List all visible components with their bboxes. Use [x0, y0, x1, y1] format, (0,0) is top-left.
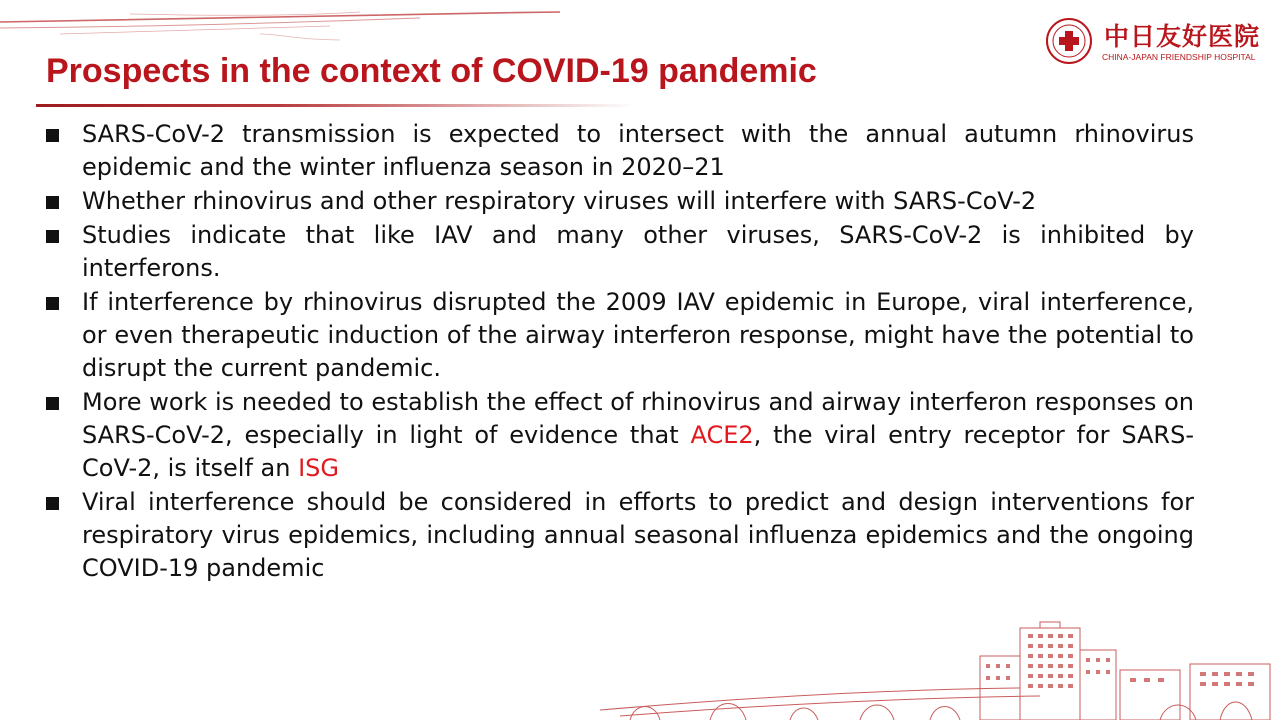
list-item: [46, 486, 1194, 585]
bullet-text: Whether rhinovirus and other respiratory viruses will interfere with SARS-CoV-2: [82, 187, 1037, 215]
hospital-logo: [1044, 16, 1261, 66]
square-bullet-icon: [46, 129, 59, 142]
square-bullet-icon: [46, 497, 59, 510]
square-bullet-icon: [46, 230, 59, 243]
bullet-text: SARS-CoV-2 transmission is expected to intersect with the annual autumn rhinovirus epidemic and the winter influenza season in 2020–21: [82, 120, 1194, 181]
list-item: [46, 185, 1194, 218]
bullet-text-segment: , the viral entry receptor for SARS-CoV-2, is itself an: [82, 421, 1194, 482]
logo-chinese-name: 中日友好医院: [1104, 22, 1261, 51]
bullet-text: Viral interference should be considered in efforts to predict and design interventions for respiratory virus epidemics, including annual seasonal influenza epidemics and the ongoing COVID-19 pandemic: [82, 488, 1194, 582]
square-bullet-icon: [46, 196, 59, 209]
bullet-text: [82, 386, 1194, 485]
square-bullet-icon: [46, 397, 59, 410]
hospital-skyline-illustration: [600, 620, 1280, 720]
hospital-seal-icon: [1044, 16, 1094, 66]
bullet-list: [46, 118, 1194, 586]
page-title: Prospects in the context of COVID-19 pandemic: [46, 52, 817, 90]
list-item: [46, 118, 1194, 184]
logo-english-name: CHINA-JAPAN FRIENDSHIP HOSPITAL: [1102, 52, 1256, 62]
bullet-text: Studies indicate that like IAV and many other viruses, SARS-CoV-2 is inhibited by interferons.: [82, 221, 1194, 282]
highlight-isg: ISG: [298, 454, 340, 482]
highlight-ace2: ACE2: [690, 421, 754, 449]
title-underline: [36, 104, 636, 107]
bullet-text: If interference by rhinovirus disrupted the 2009 IAV epidemic in Europe, viral interference, or even therapeutic induction of the airway interferon response, might have the potential to disrupt the current pandemic.: [82, 288, 1194, 382]
bullet-text-segment: More work is needed to establish the effect of rhinovirus and airway interferon responses on SARS-CoV-2, especially in light of evidence that: [82, 388, 1194, 449]
square-bullet-icon: [46, 297, 59, 310]
list-item: [46, 219, 1194, 285]
list-item: [46, 286, 1194, 385]
list-item: [46, 386, 1194, 485]
